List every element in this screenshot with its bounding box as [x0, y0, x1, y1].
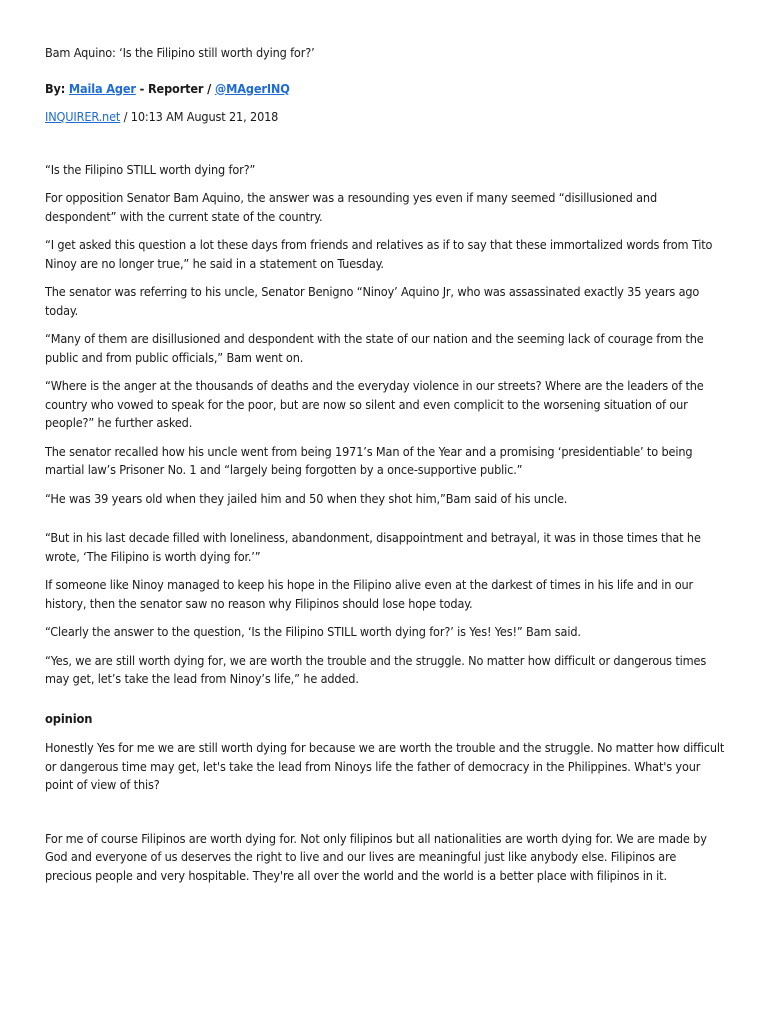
source-link[interactable]: INQUIRER.net	[45, 109, 121, 124]
article-paragraph: “Where is the anger at the thousands of deaths and the everyday violence in our streets? Where are the leaders of the country who vowed to speak for the poor, but are now so silent and even complicit to the worsening situation of our people?” he further asked.	[45, 378, 704, 430]
article-paragraph: “Is the Filipino STILL worth dying for?”	[45, 161, 256, 177]
opinion-paragraph: Honestly Yes for me we are still worth dying for because we are worth the trouble and the struggle. No matter how difficult or dangerous time may get, let's take the lead from Ninoys life the father of democracy in the Philippines. What's your point of view of this?	[45, 740, 725, 792]
article-paragraph: If someone like Ninoy managed to keep his hope in the Filipino alive even at the darkest of times in his life and in our history, then the senator saw no reason why Filipinos should lose hope today.	[45, 577, 694, 611]
article-paragraph: “Many of them are disillusioned and despondent with the state of our nation and the seeming lack of courage from the public and from public officials,” Bam went on.	[45, 331, 704, 365]
opinion-paragraph: For me of course Filipinos are worth dying for. Not only filipinos but all nationalities are worth dying for. We are made by God and everyone of us deserves the right to live and our lives are meaningful just like anybody else. Filipinos are precious people and very hospitable. They're all over the world and the world is a better place with filipinos in it.	[45, 830, 707, 883]
article-paragraph: “He was 39 years old when they jailed him and 50 when they shot him,”Bam said of his uncle.	[45, 490, 568, 506]
document-body	[45, 44, 725, 895]
opinion-heading: opinion	[45, 711, 93, 727]
byline-role: - Reporter /	[135, 80, 215, 96]
author-link[interactable]: Maila Ager	[68, 80, 136, 96]
article-paragraph: For opposition Senator Bam Aquino, the answer was a resounding yes even if many seemed “disillusioned and despondent” with the current state of the country.	[45, 190, 658, 224]
author-handle-link[interactable]: @MAgerINQ	[214, 80, 290, 96]
article-paragraph: “Yes, we are still worth dying for, we are worth the trouble and the struggle. No matter how difficult or dangerous times may get, let’s take the lead from Ninoy’s life,” he added.	[45, 652, 707, 686]
byline	[45, 80, 725, 99]
article-title: Bam Aquino: ‘Is the Filipino still worth dying for?’	[45, 45, 315, 60]
article-paragraph: The senator was referring to his uncle, Senator Benigno “Ninoy’ Aquino Jr, who was assassinated exactly 35 years ago today.	[45, 284, 700, 318]
article-paragraph: “I get asked this question a lot these days from friends and relatives as if to say that these immortalized words from Tito Ninoy are no longer true,” he said in a statement on Tuesday.	[45, 237, 713, 271]
dateline	[45, 108, 725, 127]
article-paragraph: “But in his last decade filled with loneliness, abandonment, disappointment and betrayal, it was in those times that he wrote, ‘The Filipino is worth dying for.’”	[45, 530, 701, 564]
article-paragraph: “Clearly the answer to the question, ‘Is the Filipino STILL worth dying for?’ is Yes! Yes!” Bam said.	[45, 624, 581, 639]
article-paragraph: The senator recalled how his uncle went from being 1971’s Man of the Year and a promising ‘presidentiable’ to being martial law’s Prisoner No. 1 and “largely being forgotten by a once-supportive public.”	[45, 443, 693, 477]
byline-prefix: By:	[45, 80, 69, 96]
publish-timestamp: / 10:13 AM August 21, 2018	[120, 109, 279, 124]
